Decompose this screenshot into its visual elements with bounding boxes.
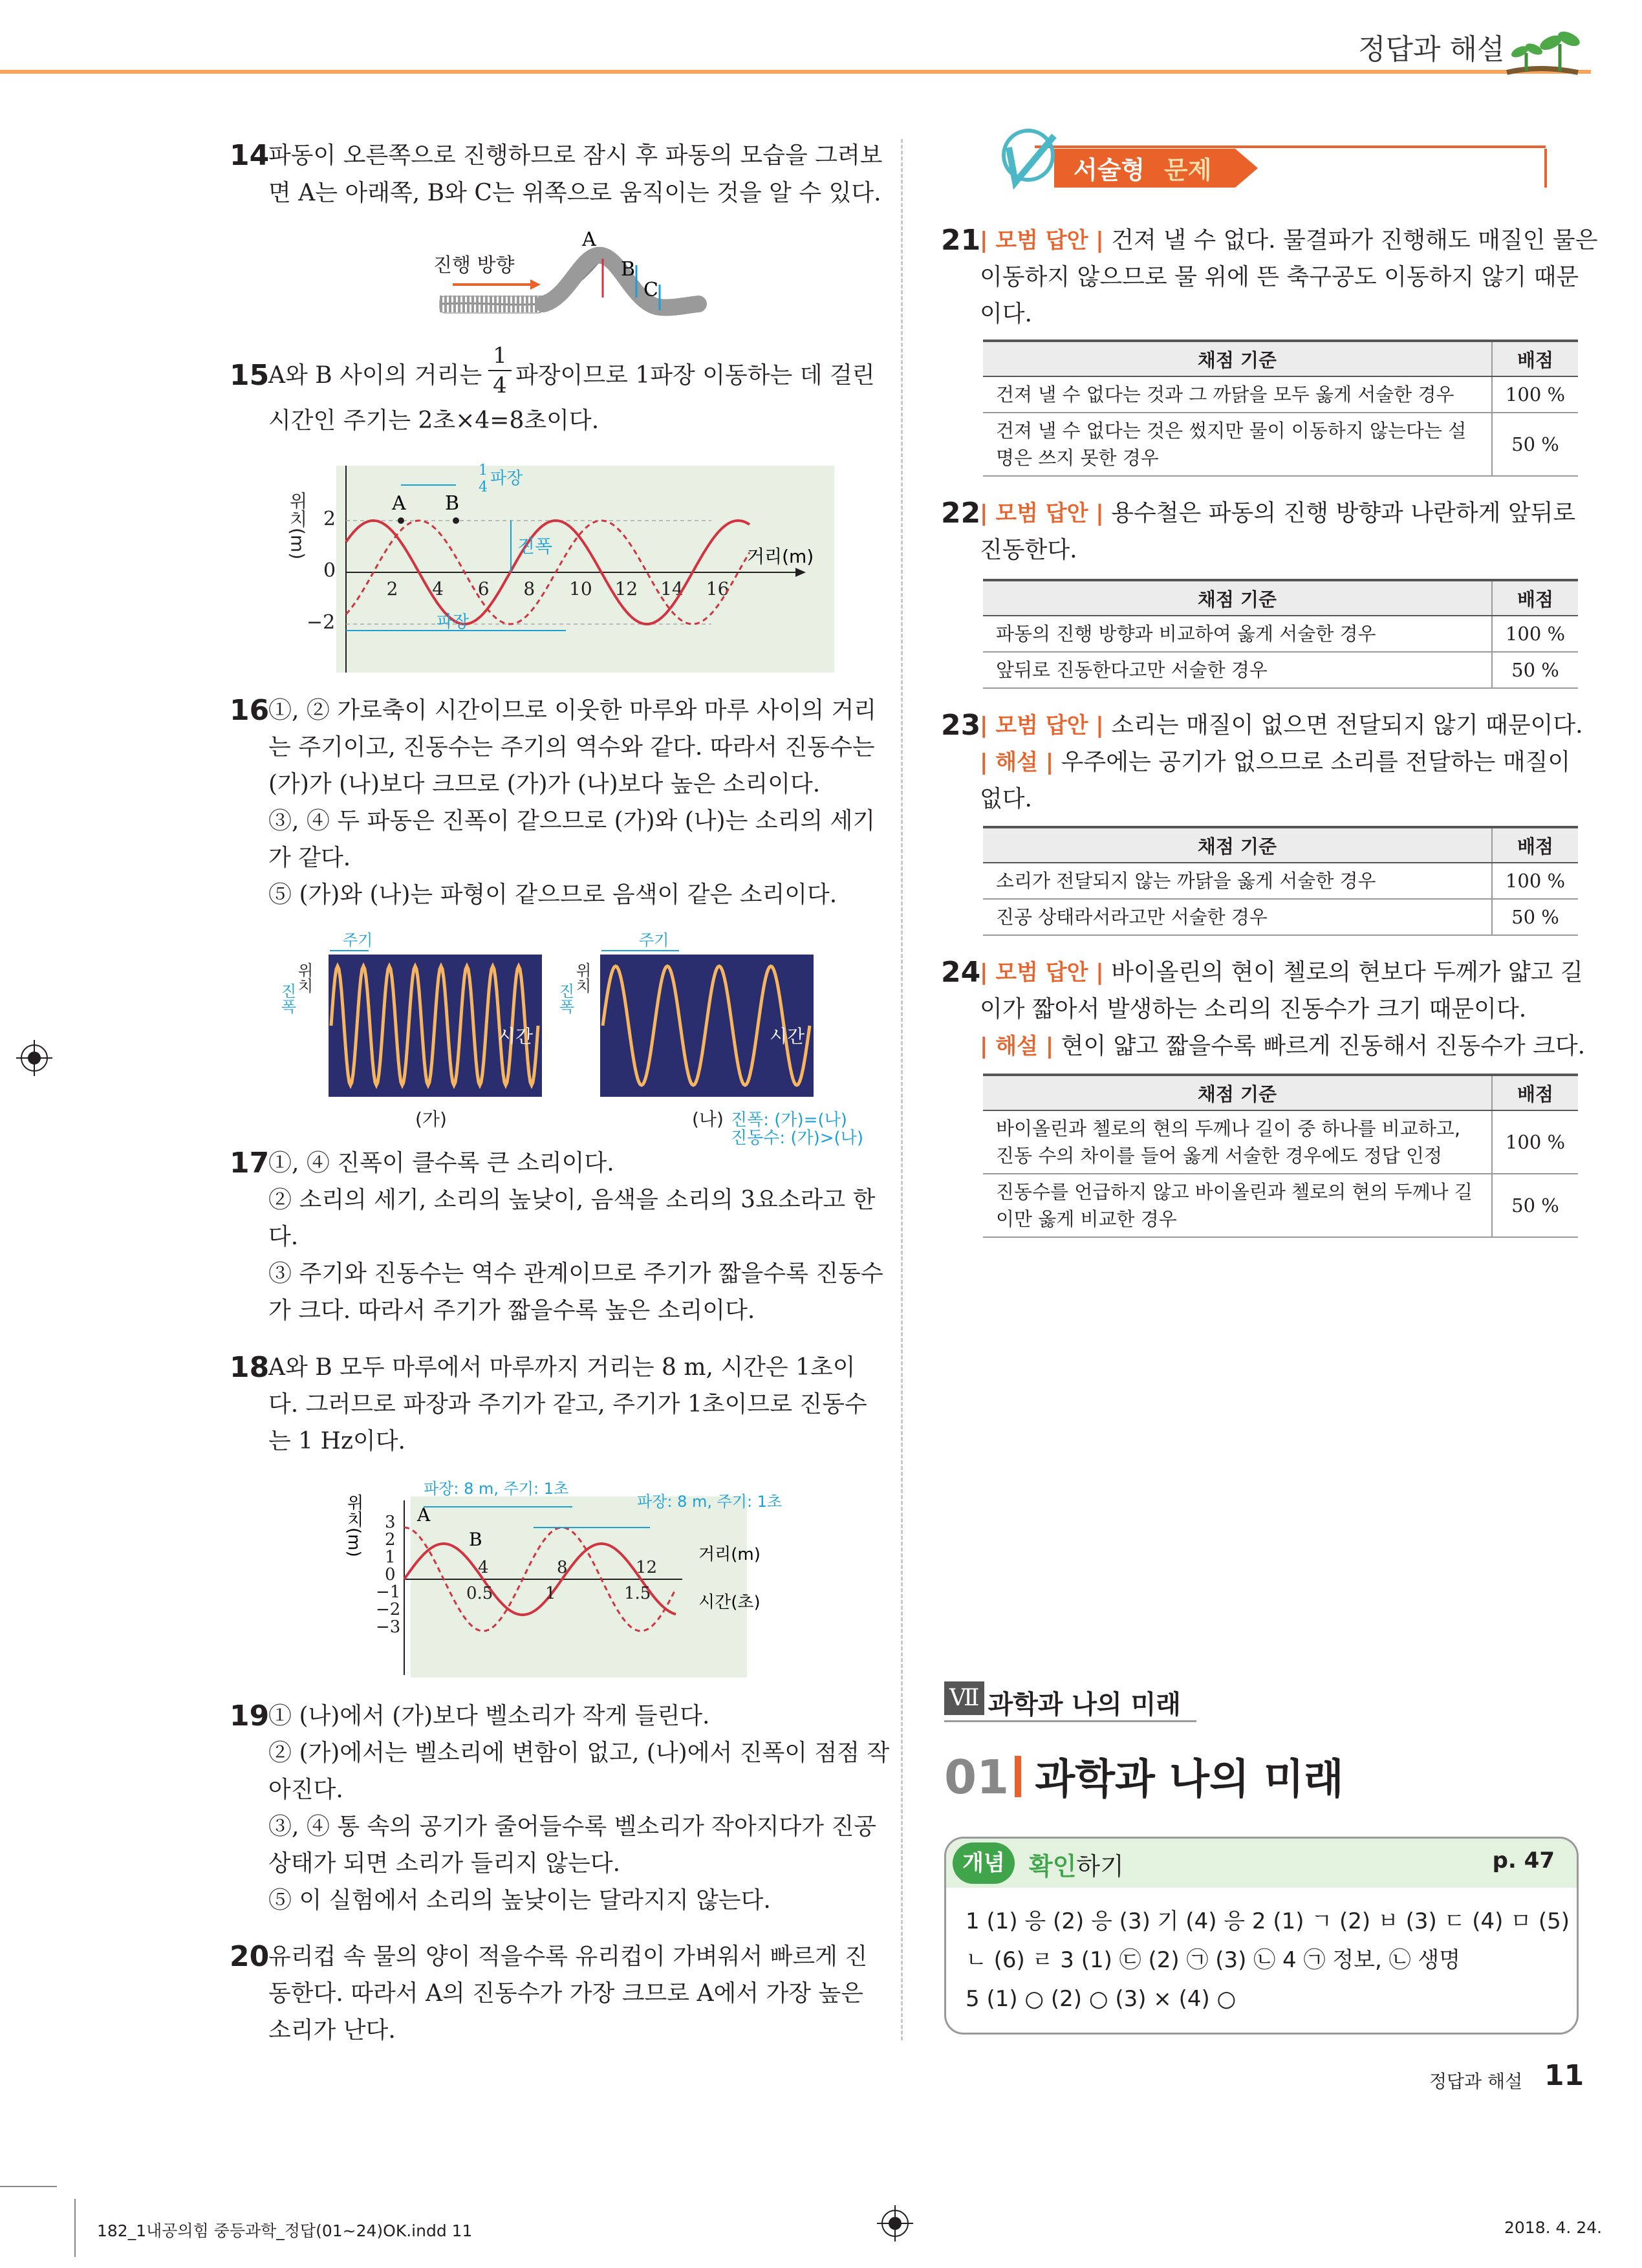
- q24-row-criteria: 진동수를 언급하지 않고 바이올린과 첼로의 현의 두께나 길이만 옳게 비교한 경우: [983, 1174, 1492, 1237]
- q24-row-criteria: 바이올린과 첼로의 현의 두께나 길이 중 하나를 비교하고, 진동 수의 차이를 들어 옳게 서술한 경우에도 정답 인정: [983, 1110, 1492, 1174]
- q17-number: 17: [230, 1147, 270, 1180]
- q18-line: A와 B 모두 마루에서 마루까지 거리는 8 m, 시간은 1초이: [268, 1354, 856, 1381]
- concept-line3: 5 (1) ○ (2) ○ (3) × (4) ○: [966, 1986, 1237, 2012]
- q18-xtick-distance: 8: [557, 1558, 568, 1577]
- q14-label-C: C: [643, 279, 658, 301]
- banner-part2: 문제: [1164, 156, 1212, 184]
- table-head-score: 배점: [1492, 580, 1578, 616]
- q23-tag: | 모범 답안 |: [980, 713, 1104, 739]
- unit-title: 과학과 나의 미래: [988, 1690, 1181, 1720]
- q22-row-score: 100 %: [1492, 616, 1578, 652]
- q23-grade-table: [983, 826, 1578, 936]
- table-head-criteria: 채점 기준: [983, 827, 1492, 863]
- q18-noteB: 파장: 8 m, 주기: 1초: [637, 1493, 783, 1511]
- q21-line: 이다.: [980, 301, 1032, 327]
- unit-roman: Ⅶ: [944, 1681, 984, 1715]
- q24-row-score: 100 %: [1492, 1110, 1578, 1174]
- chapter-num: 01: [944, 1750, 1010, 1804]
- q16-time-a: 시간: [498, 1026, 534, 1047]
- table-head-criteria: 채점 기준: [983, 580, 1492, 616]
- concept-box: [944, 1837, 1579, 2035]
- q22-row-score: 50 %: [1492, 652, 1578, 688]
- q16-period-a: 주기: [343, 931, 373, 949]
- q18-ytick: 3: [385, 1513, 396, 1532]
- q20-number: 20: [230, 1940, 270, 1973]
- q15-frac-num: 1: [493, 343, 507, 369]
- q17-line: 가 크다. 따라서 주기가 짧을수록 높은 소리이다.: [268, 1297, 755, 1324]
- q21-grade-table: [983, 340, 1578, 477]
- header-title: 정답과 해설: [1358, 33, 1505, 66]
- q15-ylabel: 위치(m): [286, 491, 308, 560]
- q21-row-score: 100 %: [1492, 376, 1578, 413]
- q16-number: 16: [230, 694, 270, 727]
- q21-row-score: 50 %: [1492, 413, 1578, 476]
- chapter-heading: [944, 1746, 1344, 1806]
- q19-line: ③, ④ 통 속의 공기가 줄어들수록 벨소리가 작아지다가 진공: [268, 1813, 877, 1840]
- q15-line1a: A와 B 사이의 거리는: [268, 362, 482, 389]
- q16-position-a: 위치: [295, 962, 313, 993]
- q18-label-A: A: [417, 1504, 431, 1526]
- concept-word2: 하기: [1076, 1852, 1124, 1881]
- q15-xtick: 16: [706, 578, 729, 599]
- q18-wave-graph: [344, 1480, 792, 1681]
- footer-date: 2018. 4. 24.: [1504, 2218, 1603, 2237]
- q16-time-b: 시간: [770, 1026, 805, 1047]
- footer-label: 정답과 해설: [1429, 2071, 1523, 2092]
- table-head-score: 배점: [1492, 827, 1578, 863]
- q15-quarter-word: 파장: [490, 469, 523, 488]
- banner-part1: 서술형: [1074, 156, 1145, 184]
- q16-line: ③, ④ 두 파동은 진폭이 같으므로 (가)와 (나)는 소리의 세기: [268, 808, 876, 834]
- q22-tag: | 모범 답안 |: [980, 501, 1104, 526]
- q24-tag: | 모범 답안 |: [980, 960, 1104, 986]
- registration-mark-icon: [16, 1040, 52, 1076]
- q18-xtick-distance: 12: [636, 1558, 658, 1577]
- q15-wave-graph: [286, 462, 834, 673]
- q23-row-criteria: 소리가 전달되지 않는 까닭을 옳게 서술한 경우: [983, 863, 1492, 899]
- q17-line: 다.: [268, 1224, 299, 1250]
- q18-line: 다. 그러므로 파장과 주기가 같고, 주기가 1초이므로 진동수: [268, 1391, 867, 1418]
- q15-xtick: 14: [660, 578, 684, 599]
- q21-number: 21: [941, 224, 981, 257]
- sprout-icon: [1500, 26, 1584, 78]
- q19-line: ① (나)에서 (가)보다 벨소리가 작게 들린다.: [268, 1703, 710, 1729]
- q19-number: 19: [230, 1700, 270, 1733]
- q18-ytick: −2: [376, 1600, 401, 1619]
- q22-row-criteria: 파동의 진행 방향과 비교하여 옳게 서술한 경우: [983, 616, 1492, 652]
- q18-ytick: 1: [385, 1548, 396, 1567]
- q18-number: 18: [230, 1351, 270, 1384]
- q23-row-score: 50 %: [1492, 899, 1578, 935]
- q16-amplitude-b: 진폭: [556, 983, 574, 1014]
- q16-oscilloscope-figure: [278, 931, 873, 1148]
- q15-line1b: 파장이므로 1파장 이동하는 데 걸린: [515, 362, 875, 389]
- q23-row-criteria: 진공 상태라서라고만 서술한 경우: [983, 899, 1492, 935]
- q16-line: ①, ② 가로축이 시간이므로 이웃한 마루와 마루 사이의 거리: [268, 697, 877, 724]
- q21-line: 건져 낼 수 없다. 물결파가 진행해도 매질인 물은: [1111, 227, 1598, 254]
- q24-grade-table: [983, 1074, 1578, 1238]
- q23-line2: 우주에는 공기가 없으므로 소리를 전달하는 매질이: [1061, 749, 1571, 775]
- chapter-title: 과학과 나의 미래: [1035, 1756, 1344, 1804]
- q18-noteA: 파장: 8 m, 주기: 1초: [424, 1480, 569, 1498]
- q16-line: ⑤ (가)와 (나)는 파형이 같으므로 음색이 같은 소리이다.: [268, 881, 837, 908]
- q21-tag: | 모범 답안 |: [980, 228, 1104, 254]
- q15-frac-den: 4: [488, 370, 512, 400]
- q14-line: 파동이 오른쪽으로 진행하므로 잠시 후 파동의 모습을 그려보: [268, 142, 883, 169]
- q19-line: ② (가)에서는 벨소리에 변함이 없고, (나)에서 진폭이 점점 작: [268, 1740, 890, 1766]
- q24-line3: 현이 얇고 짧을수록 빠르게 진동해서 진동수가 크다.: [1061, 1033, 1586, 1059]
- q22-grade-table: [983, 579, 1578, 689]
- q15-label-A: A: [392, 492, 406, 515]
- q21-row-criteria: 건져 낼 수 없다는 것은 썼지만 물이 이동하지 않는다는 설명은 쓰지 못한 경우: [983, 413, 1492, 476]
- q18-xtick-time: 0.5: [466, 1584, 493, 1603]
- q15-wavelength: 파장: [437, 612, 470, 632]
- q16-note2: 진동수: (가)>(나): [731, 1129, 863, 1148]
- q14-number: 14: [230, 139, 270, 172]
- unit-heading: [944, 1681, 1196, 1722]
- table-head-criteria: 채점 기준: [983, 341, 1492, 376]
- table-head-criteria: 채점 기준: [983, 1075, 1492, 1110]
- q17-line: ② 소리의 세기, 소리의 높낮이, 음색을 소리의 3요소라고 한: [268, 1187, 876, 1213]
- q15-xtick: 6: [477, 578, 490, 599]
- q15-xtick: 2: [386, 578, 398, 599]
- q15-y-0: 0: [323, 559, 336, 582]
- q15-quarter-num: 1: [479, 462, 488, 479]
- q16-line: 가 같다.: [268, 845, 351, 871]
- concept-line1: 1 (1) 응 (2) 응 (3) 기 (4) 응 2 (1) ㄱ (2) ㅂ (3) ㄷ (4) ㅁ (5): [966, 1908, 1570, 1934]
- q15-y-2: 2: [323, 508, 336, 530]
- q15-amplitude: 진폭: [517, 535, 553, 557]
- concept-word1: 확인: [1029, 1852, 1077, 1881]
- q22-number: 22: [941, 497, 981, 530]
- q21-line: 이동하지 않으므로 물 위에 뜬 축구공도 이동하지 않기 때문: [980, 264, 1579, 290]
- q14-label-B: B: [621, 258, 636, 281]
- q18-ylabel: 위치(m): [344, 1494, 363, 1557]
- q18-xtick-distance: 4: [478, 1558, 489, 1577]
- q18-line: 는 1 Hz이다.: [268, 1428, 405, 1454]
- q16-line: (가)가 (나)보다 크므로 (가)가 (나)보다 높은 소리이다.: [268, 771, 821, 797]
- q15-xtick: 4: [432, 578, 444, 599]
- q15-xlabel: 거리(m): [747, 546, 814, 567]
- q15-xtick: 10: [569, 578, 592, 599]
- q23-row-score: 100 %: [1492, 863, 1578, 899]
- q22-line: 용수철은 파동의 진행 방향과 나란하게 앞뒤로: [1111, 500, 1576, 526]
- q18-ytick: −1: [376, 1582, 401, 1602]
- q16-note1: 진폭: (가)=(나): [731, 1110, 847, 1130]
- q23-line1: 소리는 매질이 없으면 전달되지 않기 때문이다.: [1111, 712, 1583, 739]
- q15-xtick: 8: [523, 578, 535, 599]
- q16-amplitude-a: 진폭: [278, 983, 296, 1014]
- q20-line: 동한다. 따라서 A의 진동수가 가장 크므로 A에서 가장 높은: [268, 1980, 864, 2007]
- footer-page: 11: [1544, 2059, 1584, 2092]
- q21-row-criteria: 건져 낼 수 없다는 것과 그 까닭을 모두 옳게 서술한 경우: [983, 376, 1492, 413]
- q15-number: 15: [230, 359, 270, 392]
- q19-line: ⑤ 이 실험에서 소리의 높낮이는 달라지지 않는다.: [268, 1887, 771, 1914]
- q19-line: 상태가 되면 소리가 들리지 않는다.: [268, 1850, 621, 1877]
- q20-line: 소리가 난다.: [268, 2017, 396, 2044]
- q17-line: ③ 주기와 진동수는 역수 관계이므로 주기가 짧을수록 진동수: [268, 1260, 883, 1287]
- section-banner: [957, 123, 1591, 194]
- q18-dist-label: 거리(m): [698, 1545, 761, 1564]
- q20-line: 유리컵 속 물의 양이 적을수록 유리컵이 가벼워서 빠르게 진: [268, 1943, 868, 1970]
- q17-line: ①, ④ 진폭이 클수록 큰 소리이다.: [268, 1150, 614, 1176]
- q16-line: 는 주기이고, 진동수는 주기의 역수와 같다. 따라서 진동수는: [268, 734, 875, 761]
- q24-line2: 이가 짧아서 발생하는 소리의 진동수가 크기 때문이다.: [980, 996, 1527, 1022]
- q15-quarter-den: 4: [479, 479, 488, 495]
- q15-line2: 시간인 주기는 2초×4=8초이다.: [268, 407, 600, 434]
- q24-line1: 바이올린의 현이 첼로의 현보다 두께가 얇고 길: [1111, 959, 1583, 986]
- q24-tag2: | 해설 |: [980, 1033, 1054, 1059]
- table-head-score: 배점: [1492, 341, 1578, 376]
- q22-line: 진동한다.: [980, 537, 1077, 563]
- q15-xtick: 12: [614, 578, 638, 599]
- concept-line2: ㄴ (6) ㄹ 3 (1) ㉢ (2) ㉠ (3) ㉡ 4 ㉠ 정보, ㉡ 생명: [966, 1947, 1461, 1973]
- concept-page: p. 47: [1492, 1848, 1555, 1874]
- q24-row-score: 50 %: [1492, 1174, 1578, 1237]
- q23-tag2: | 해설 |: [980, 750, 1054, 775]
- header-rule: [0, 70, 1591, 74]
- concept-badge: 개념: [953, 1842, 1015, 1884]
- q16-position-b: 위치: [573, 962, 591, 993]
- q18-xtick-time: 1: [545, 1584, 556, 1603]
- q18-ytick: 0: [385, 1565, 396, 1584]
- registration-mark-icon: [877, 2205, 913, 2241]
- q14-direction-label: 진행 방향: [433, 254, 515, 277]
- q16-period-b: 주기: [639, 931, 669, 949]
- q16-label-a: (가): [415, 1108, 447, 1130]
- footer-file: 182_1내공의힘 중등과학_정답(01~24)OK.indd 11: [97, 2221, 473, 2240]
- q23-line3: 없다.: [980, 786, 1032, 812]
- q15-label-B: B: [445, 492, 460, 515]
- q18-ytick: 2: [385, 1530, 396, 1550]
- q14-label-A: A: [582, 228, 596, 251]
- q15-y-neg2: −2: [307, 611, 336, 634]
- q18-label-B: B: [469, 1529, 482, 1550]
- q18-ytick: −3: [376, 1617, 401, 1637]
- q22-row-criteria: 앞뒤로 진동한다고만 서술한 경우: [983, 652, 1492, 688]
- q19-line: 아진다.: [268, 1777, 343, 1803]
- q18-xtick-time: 1.5: [624, 1584, 651, 1603]
- table-head-score: 배점: [1492, 1075, 1578, 1110]
- q18-time-label: 시간(초): [698, 1593, 761, 1612]
- q24-number: 24: [941, 956, 981, 989]
- q14-line: 면 A는 아래쪽, B와 C는 위쪽으로 움직이는 것을 알 수 있다.: [268, 180, 881, 206]
- column-divider: [901, 139, 903, 2040]
- q14-spring-figure: [427, 226, 711, 323]
- q16-label-b: (나): [692, 1108, 724, 1130]
- q23-number: 23: [941, 709, 981, 742]
